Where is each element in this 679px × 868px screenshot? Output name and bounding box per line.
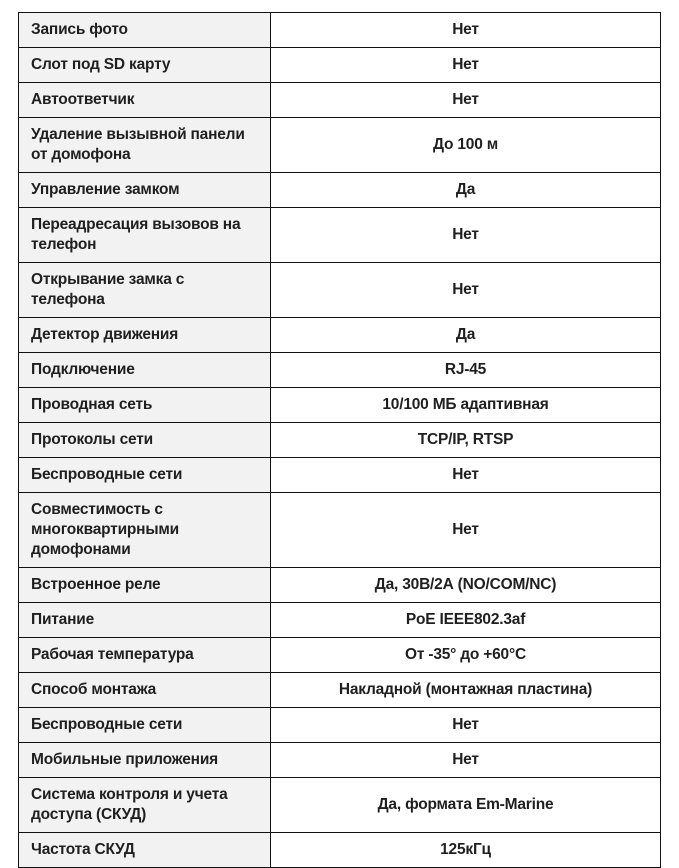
spec-row bbox=[19, 173, 661, 208]
spec-label-cell: Встроенное реле bbox=[19, 568, 271, 603]
spec-label-cell: Управление замком bbox=[19, 173, 271, 208]
spec-row bbox=[19, 603, 661, 638]
spec-row bbox=[19, 638, 661, 673]
spec-value-cell: TCP/IP, RTSP bbox=[271, 423, 661, 458]
spec-value-cell: Да, формата Em-Marine bbox=[271, 778, 661, 833]
spec-value-cell: PoE IEEE802.3af bbox=[271, 603, 661, 638]
spec-value-cell: Нет bbox=[271, 83, 661, 118]
spec-value-cell: Накладной (монтажная пластина) bbox=[271, 673, 661, 708]
spec-value-cell: Нет bbox=[271, 208, 661, 263]
spec-value-cell: Да, 30В/2А (NO/COM/NC) bbox=[271, 568, 661, 603]
spec-label-cell: Автоответчик bbox=[19, 83, 271, 118]
spec-value-cell: RJ-45 bbox=[271, 353, 661, 388]
spec-row bbox=[19, 568, 661, 603]
spec-label-cell: Беспроводные сети bbox=[19, 458, 271, 493]
spec-label-cell: Открывание замка с телефона bbox=[19, 263, 271, 318]
spec-row bbox=[19, 83, 661, 118]
spec-row bbox=[19, 423, 661, 458]
spec-row bbox=[19, 833, 661, 868]
spec-label-cell: Беспроводные сети bbox=[19, 708, 271, 743]
spec-row bbox=[19, 388, 661, 423]
spec-table bbox=[18, 12, 661, 868]
spec-label-cell: Мобильные приложения bbox=[19, 743, 271, 778]
spec-value-cell: 10/100 МБ адаптивная bbox=[271, 388, 661, 423]
spec-value-cell: Нет bbox=[271, 493, 661, 568]
spec-value-cell: Нет bbox=[271, 743, 661, 778]
spec-value-cell: Да bbox=[271, 318, 661, 353]
spec-label-cell: Детектор движения bbox=[19, 318, 271, 353]
spec-label-cell: Подключение bbox=[19, 353, 271, 388]
spec-row bbox=[19, 673, 661, 708]
spec-value-cell: Нет bbox=[271, 48, 661, 83]
spec-row bbox=[19, 708, 661, 743]
spec-value-cell: Нет bbox=[271, 708, 661, 743]
spec-row bbox=[19, 493, 661, 568]
spec-row bbox=[19, 743, 661, 778]
spec-value-cell: До 100 м bbox=[271, 118, 661, 173]
spec-label-cell: Слот под SD карту bbox=[19, 48, 271, 83]
spec-row bbox=[19, 13, 661, 48]
spec-label-cell: Запись фото bbox=[19, 13, 271, 48]
spec-label-cell: Способ монтажа bbox=[19, 673, 271, 708]
spec-row bbox=[19, 778, 661, 833]
spec-value-cell: 125кГц bbox=[271, 833, 661, 868]
spec-value-cell: Нет bbox=[271, 13, 661, 48]
spec-row bbox=[19, 318, 661, 353]
spec-row bbox=[19, 118, 661, 173]
spec-label-cell: Протоколы сети bbox=[19, 423, 271, 458]
spec-label-cell: Питание bbox=[19, 603, 271, 638]
spec-label-cell: Частота СКУД bbox=[19, 833, 271, 868]
spec-row bbox=[19, 353, 661, 388]
spec-row bbox=[19, 208, 661, 263]
spec-label-cell: Удаление вызывной панели от домофона bbox=[19, 118, 271, 173]
spec-value-cell: Нет bbox=[271, 458, 661, 493]
spec-row bbox=[19, 263, 661, 318]
spec-label-cell: Рабочая температура bbox=[19, 638, 271, 673]
spec-value-cell: Нет bbox=[271, 263, 661, 318]
spec-label-cell: Проводная сеть bbox=[19, 388, 271, 423]
spec-value-cell: От -35° до +60°C bbox=[271, 638, 661, 673]
spec-label-cell: Совместимость с многоквартирными домофонами bbox=[19, 493, 271, 568]
spec-row bbox=[19, 48, 661, 83]
spec-value-cell: Да bbox=[271, 173, 661, 208]
spec-label-cell: Переадресация вызовов на телефон bbox=[19, 208, 271, 263]
spec-row bbox=[19, 458, 661, 493]
spec-label-cell: Система контроля и учета доступа (СКУД) bbox=[19, 778, 271, 833]
spec-table-body bbox=[19, 13, 661, 868]
